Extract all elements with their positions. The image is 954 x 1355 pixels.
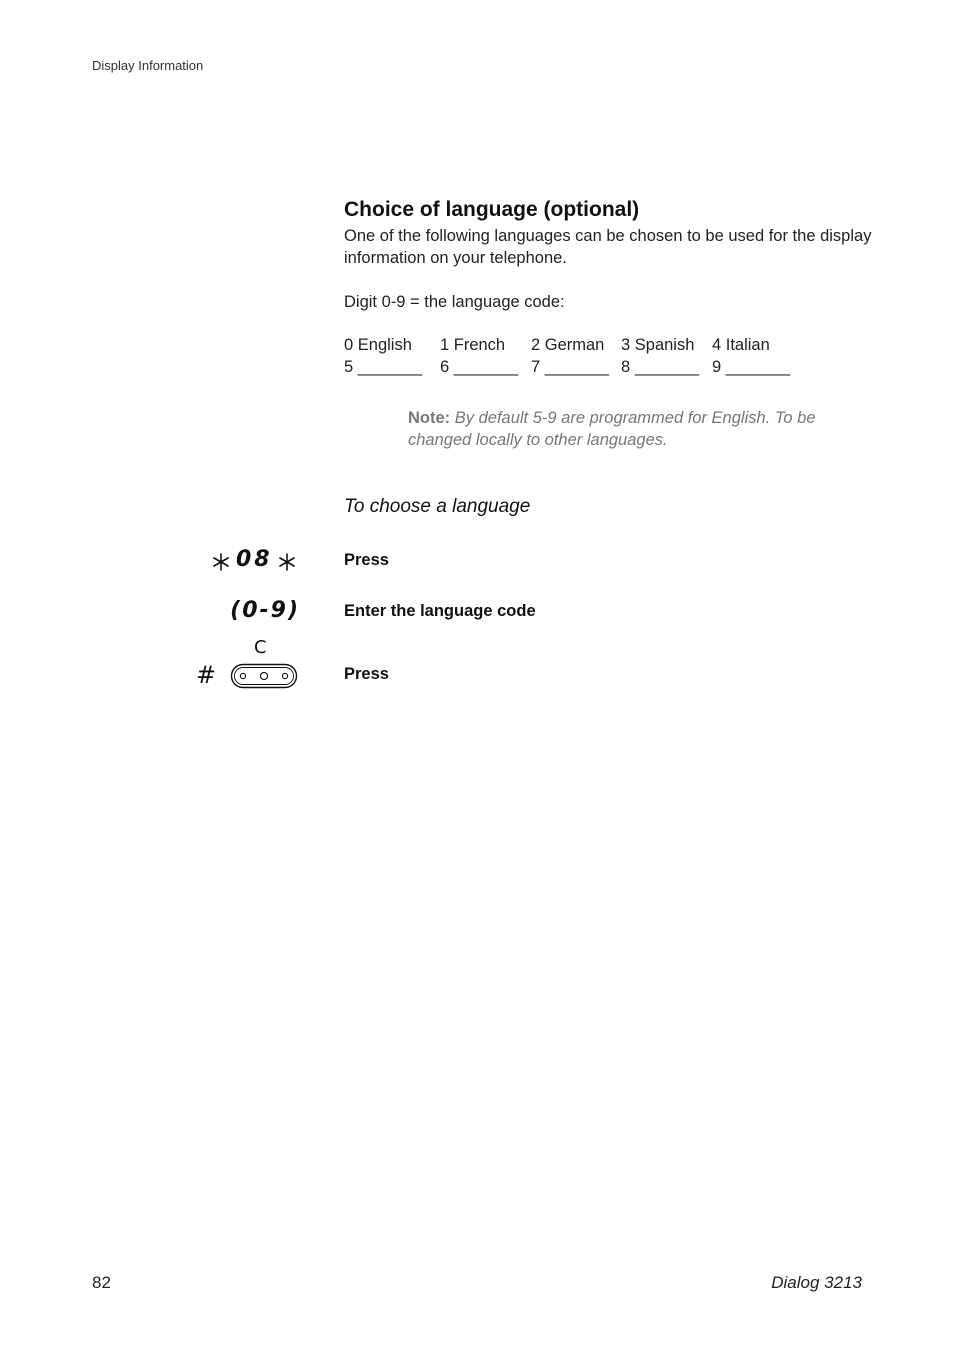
running-header: Display Information bbox=[92, 58, 204, 73]
language-row-1 bbox=[344, 334, 864, 356]
procedure-title: To choose a language bbox=[344, 496, 531, 517]
note-block bbox=[408, 407, 868, 451]
step-2-label: Enter the language code bbox=[344, 602, 536, 620]
language-code-key: (0-9) bbox=[230, 598, 300, 623]
asterisk-key-icon bbox=[278, 553, 296, 571]
intro-paragraph: One of the following languages can be chosen to be used for the display information on your telephone. bbox=[344, 227, 872, 267]
language-item: 7 _______ bbox=[531, 358, 609, 376]
key-sequence-star-08-star bbox=[200, 546, 302, 576]
asterisk-key-icon bbox=[212, 553, 230, 571]
key-digits: 08 bbox=[236, 547, 273, 572]
step-1-label: Press bbox=[344, 551, 389, 569]
clear-key-icon bbox=[230, 663, 298, 689]
language-item: 0 English bbox=[344, 336, 412, 354]
note-label: Note: bbox=[408, 409, 451, 427]
product-name: Dialog 3213 bbox=[771, 1273, 862, 1292]
language-item: 4 Italian bbox=[712, 336, 770, 354]
clear-key-label: C bbox=[254, 637, 267, 658]
hash-key: # bbox=[196, 661, 217, 689]
language-item: 1 French bbox=[440, 336, 506, 354]
digit-code-line: Digit 0-9 = the language code: bbox=[344, 293, 565, 311]
language-item: 6 _______ bbox=[440, 358, 518, 376]
language-item: 8 _______ bbox=[621, 358, 699, 376]
language-item: 3 Spanish bbox=[621, 336, 695, 354]
note-text: By default 5-9 are programmed for English. To be changed locally to other languages. bbox=[408, 409, 816, 449]
page-number: 82 bbox=[92, 1273, 111, 1292]
language-item: 2 German bbox=[531, 336, 605, 354]
language-item: 9 _______ bbox=[712, 358, 790, 376]
section-title: Choice of language (optional) bbox=[344, 198, 640, 221]
step-3-label: Press bbox=[344, 665, 389, 683]
language-item: 5 _______ bbox=[344, 358, 422, 376]
language-row-2 bbox=[344, 356, 864, 378]
